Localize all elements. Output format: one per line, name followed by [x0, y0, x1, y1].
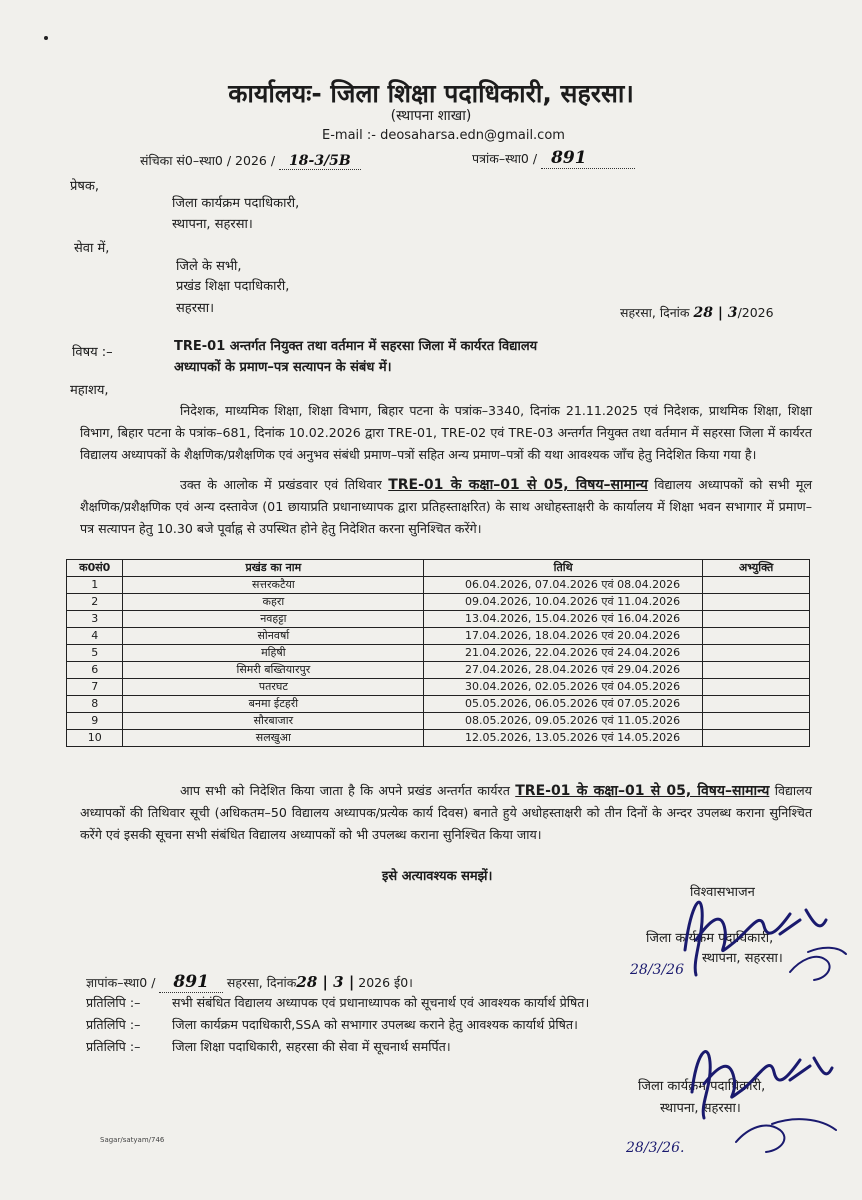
file-reference: संचिका सं0–स्था0 / 2026 / 18-3/5B [140, 152, 361, 169]
header-remarks: अभ्युक्ति [703, 560, 810, 577]
footer-code: Sagar/satyam/746 [100, 1136, 165, 1144]
signature2-line2: स्थापना, सहरसा। [660, 1101, 741, 1116]
table-row: 2 कहरा 09.04.2026, 10.04.2026 एवं 11.04.2026 [67, 594, 810, 611]
para2-highlight: TRE-01 के कक्षा–01 से 05, विषय–सामान्य [388, 477, 648, 493]
copy-row: प्रतिलिपि :– जिला शिक्षा पदाधिकारी, सहरसा की सेवा में सूचनार्थ समर्पित। [86, 1039, 451, 1054]
table-row: 3 नवहट्टा 13.04.2026, 15.04.2026 एवं 16.04.2026 [67, 611, 810, 628]
recipient-line2: प्रखंड शिक्षा पदाधिकारी, [176, 279, 290, 294]
schedule-table [66, 559, 810, 747]
recipient-line3: सहरसा। [176, 301, 215, 316]
office-title: कार्यालयः- जिला शिक्षा पदाधिकारी, सहरसा। [228, 79, 634, 108]
table-row: 10 सलखुआ 12.05.2026, 13.05.2026 एवं 14.05.2026 [67, 730, 810, 747]
table-row: 7 पतरघट 30.04.2026, 02.05.2026 एवं 04.05.2026 [67, 679, 810, 696]
signature1-scrawl [630, 880, 852, 1000]
subject-label: विषय :– [72, 345, 113, 360]
letter-number: पत्रांक–स्था0 / 891 [472, 148, 635, 168]
table-row: 1 सत्तरकटैया 06.04.2026, 07.04.2026 एवं 08.04.2026 [67, 577, 810, 594]
office-email: E-mail :- deosaharsa.edn@gmail.com [322, 128, 565, 143]
table-row: 9 सौरबाजार 08.05.2026, 09.05.2026 एवं 11.05.2026 [67, 713, 810, 730]
memo-line: ज्ञापांक–स्था0 / 891 सहरसा, दिनांक28 | 3 | 2026 ई0। [86, 972, 413, 992]
letter-date: सहरसा, दिनांक 28 | 3/2026 [620, 305, 774, 321]
header-block: प्रखंड का नाम [123, 560, 424, 577]
subject-line2: अध्यापकों के प्रमाण–पत्र सत्यापन के संबंध में। [174, 360, 392, 375]
subject-line1: TRE-01 अन्तर्गत नियुक्त तथा वर्तमान में सहरसा जिला में कार्यरत विद्यालय [174, 339, 538, 354]
sender-line1: जिला कार्यक्रम पदाधिकारी, [172, 196, 300, 211]
svg-text:28/3/26: 28/3/26 [630, 962, 684, 978]
para3-highlight: TRE-01 के कक्षा–01 से 05, विषय–सामान्य [515, 783, 770, 799]
recipient-label: सेवा में, [74, 241, 110, 256]
body-paragraph-2: उक्त के आलोक में प्रखंडवार एवं तिथिवार TRE-01 के कक्षा–01 से 05, विषय–सामान्य विद्यालय अध्यापकों को सभी मूल शैक्षणिक/प्रशैक्षणिक एवं अन्य दस्तावेज (01 छायाप्रति प्रधानाध्यापक द्वारा प्रतिहस्ताक्षरित) के साथ अधोहस्ताक्षरी के कार्यालय में शिक्षा भवन सभागार में प्रमाण–पत्र सत्यापन हेतु 10.30 बजे पूर्वाह्न से उपस्थित होने हेतु निदेशित करना सुनिश्चित करेंगे। [80, 477, 813, 536]
branch-name: (स्थापना शाखा) [390, 108, 472, 124]
header-sn: क0सं0 [67, 560, 123, 577]
punch-mark [44, 36, 48, 40]
signature1-line2: जिला कार्यक्रम पदाधिकारी, [646, 931, 774, 946]
table-header-row [67, 560, 810, 577]
table-row: 5 महिषी 21.04.2026, 22.04.2026 एवं 24.04.2026 [67, 645, 810, 662]
table-row: 8 बनमा ईटहरी 05.05.2026, 06.05.2026 एवं 07.05.2026 [67, 696, 810, 713]
urgent-note: इसे अत्यावश्यक समझें। [382, 869, 493, 884]
table-row: 4 सोनवर्षा 17.04.2026, 18.04.2026 एवं 20.04.2026 [67, 628, 810, 645]
recipient-line1: जिले के सभी, [176, 259, 242, 274]
signature1-line1: विश्वासभाजन [690, 885, 755, 900]
body-paragraph-1: निदेशक, माध्यमिक शिक्षा, शिक्षा विभाग, बिहार पटना के पत्रांक–3340, दिनांक 21.11.2025 एवं निदेशक, प्राथमिक शिक्षा, शिक्षा विभाग, बिहार पटना के पत्रांक–681, दिनांक 10.02.2026 द्वारा TRE-01, TRE-02 एवं TRE-03 अन्तर्गत नियुक्त तथा वर्तमान में सहरसा जिला में कार्यरत विद्यालय अध्यापकों के शैक्षणिक/प्रशैक्षणिक एवं अनुभव संबंधी प्रमाण–पत्रों सहित अन्य प्रमाण–पत्रों की यथा आवश्यक जाँच हेतु निदेशित किया गया है। [80, 403, 812, 462]
sender-label: प्रेषक, [70, 179, 100, 194]
copy-row: प्रतिलिपि :– सभी संबंधित विद्यालय अध्यापक एवं प्रधानाध्यापक को सूचनार्थ एवं आवश्यक कार्यार्थ प्रेषित। [86, 995, 590, 1010]
table-row: 6 सिमरी बख्तियारपुर 27.04.2026, 28.04.2026 एवं 29.04.2026 [67, 662, 810, 679]
signature2-line1: जिला कार्यक्रम पदाधिकारी, [638, 1079, 766, 1094]
svg-text:28/3/26.: 28/3/26. [626, 1140, 685, 1156]
signature1-line3: स्थापना, सहरसा। [702, 951, 783, 966]
copy-row: प्रतिलिपि :– जिला कार्यक्रम पदाधिकारी,SSA को सभागार उपलब्ध कराने हेतु आवश्यक कार्यार्थ प्रेषित। [86, 1017, 578, 1032]
sender-line2: स्थापना, सहरसा। [172, 217, 253, 232]
body-paragraph-3: आप सभी को निदेशित किया जाता है कि अपने प्रखंड अन्तर्गत कार्यरत TRE-01 के कक्षा–01 से 05, विषय–सामान्य विद्यालय अध्यापकों की तिथिवार सूची (अधिकतम–50 विद्यालय अध्यापक/प्रत्येक कार्य दिवस) बनाते हुये अधोहस्ताक्षरी को तीन दिनों के अन्दर उपलब्ध कराना सुनिश्चित करेंगे एवं इसकी सूचना सभी संबंधित विद्यालय अध्यापकों को भी उपलब्ध कराना सुनिश्चित किया जाय। [80, 783, 812, 842]
signature2-scrawl [624, 1032, 852, 1162]
salutation: महाशय, [70, 383, 109, 398]
header-date: तिथि [424, 560, 703, 577]
